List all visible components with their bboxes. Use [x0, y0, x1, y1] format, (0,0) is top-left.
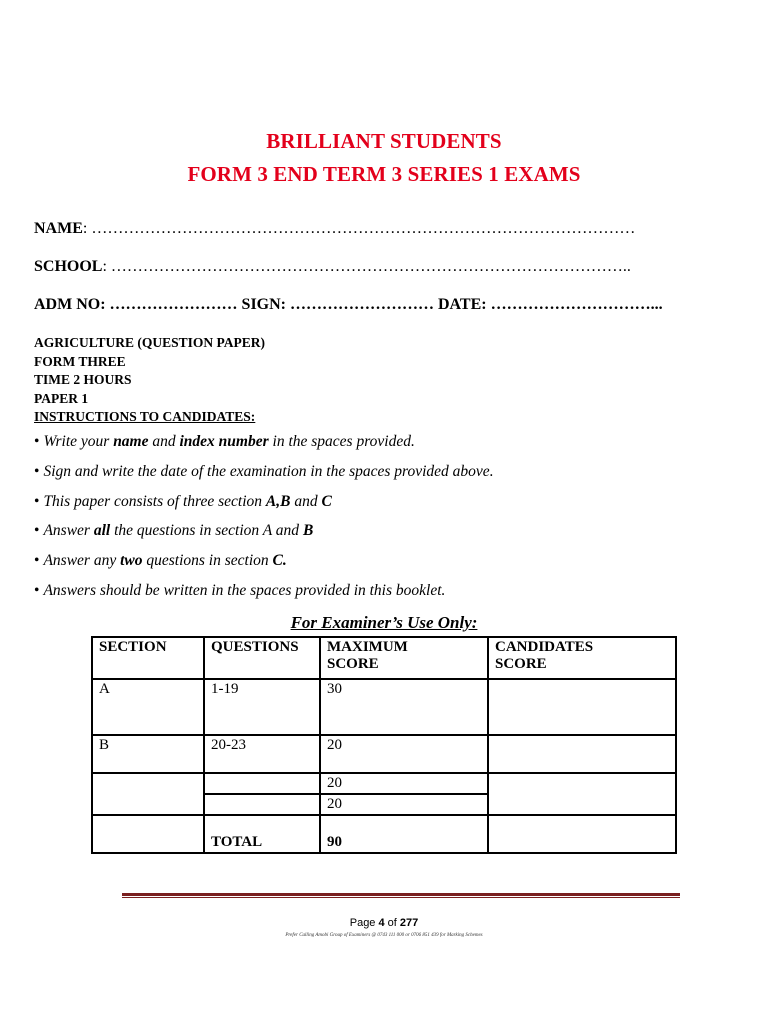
- exam-title: FORM 3 END TERM 3 SERIES 1 EXAMS: [187, 162, 581, 186]
- time-line: TIME 2 HOURS: [34, 372, 132, 387]
- bullet-icon: •: [34, 522, 40, 540]
- cell-section: B: [92, 735, 204, 773]
- bullet-icon: •: [34, 433, 40, 450]
- cell-candidate-score: [488, 735, 676, 773]
- instruction-item: • This paper consists of three section A,B and C: [34, 492, 332, 510]
- cell-questions: 1-19: [204, 679, 320, 735]
- school-field: [34, 258, 734, 276]
- table-row: [92, 773, 676, 794]
- cell-section: A: [92, 679, 204, 735]
- total-label: TOTAL: [204, 815, 320, 853]
- school-title: BRILLIANT STUDENTS: [266, 129, 502, 153]
- header-maximum-score: MAXIMUM SCORE: [320, 637, 488, 679]
- cell-candidate-score: [488, 679, 676, 735]
- cell-candidate-score: [488, 773, 676, 815]
- bullet-icon: •: [34, 462, 40, 480]
- examiner-heading: For Examiner’s Use Only:: [290, 613, 478, 632]
- cell-max: 30: [320, 679, 488, 735]
- cell-section: [92, 773, 204, 815]
- bullet-icon: •: [34, 552, 40, 570]
- school-label: SCHOOL: [34, 258, 103, 275]
- table-header-row: [92, 637, 676, 679]
- page-number: Page 4 of 277: [349, 917, 419, 929]
- cell-questions: 20-23: [204, 735, 320, 773]
- table-row: [92, 735, 676, 773]
- name-field: [34, 220, 734, 238]
- subject-line: AGRICULTURE (QUESTION PAPER): [34, 335, 266, 350]
- school-dots: : ……………………………………………………………………………………..: [102, 258, 631, 275]
- paper-line: PAPER 1: [34, 390, 89, 406]
- instruction-item: • Write your name and index number in the spaces provided.: [34, 433, 415, 450]
- footer-credit: Prefer Calling Amobi Group of Examiners @ 0743 111 000 or 0706 851 439 for Marking Schemes: [285, 933, 483, 938]
- instructions-heading: INSTRUCTIONS TO CANDIDATES:: [34, 409, 256, 424]
- header-section: SECTION: [92, 637, 204, 679]
- header-candidates-score: CANDIDATES SCORE: [488, 637, 676, 679]
- cell-section: [92, 815, 204, 853]
- instruction-item: • Answers should be written in the spaces provided in this booklet.: [34, 581, 446, 599]
- bullet-icon: •: [34, 492, 40, 510]
- cell-max: 20: [320, 735, 488, 773]
- cell-candidate-score: [488, 815, 676, 853]
- table-total-row: [92, 815, 676, 853]
- form-line: FORM THREE: [34, 353, 126, 369]
- header-questions: QUESTIONS: [204, 637, 320, 679]
- cell-questions: [204, 773, 320, 794]
- adm-sign-date-field: ADM NO: …………………… SIGN: ……………………… DATE: …………………………...: [34, 296, 663, 313]
- instruction-item: • Sign and write the date of the examination in the spaces provided above.: [34, 462, 494, 480]
- name-dots: : …………………………………………………………………………………………: [82, 220, 636, 237]
- bullet-icon: •: [34, 581, 40, 599]
- instructions-list: [34, 433, 494, 612]
- cell-max: 20: [320, 794, 488, 815]
- cell-max: 20: [320, 773, 488, 794]
- cell-questions: [204, 794, 320, 815]
- paper-details: [34, 334, 265, 427]
- footer-rule: [122, 893, 680, 896]
- instruction-item: • Answer any two questions in section C.: [34, 552, 287, 570]
- name-label: NAME: [34, 220, 83, 237]
- table-row: [92, 679, 676, 735]
- score-table: [91, 636, 677, 854]
- footer-rule-thin: [122, 897, 680, 898]
- instruction-item: • Answer all the questions in section A and B: [34, 522, 314, 540]
- total-value: 90: [320, 815, 488, 853]
